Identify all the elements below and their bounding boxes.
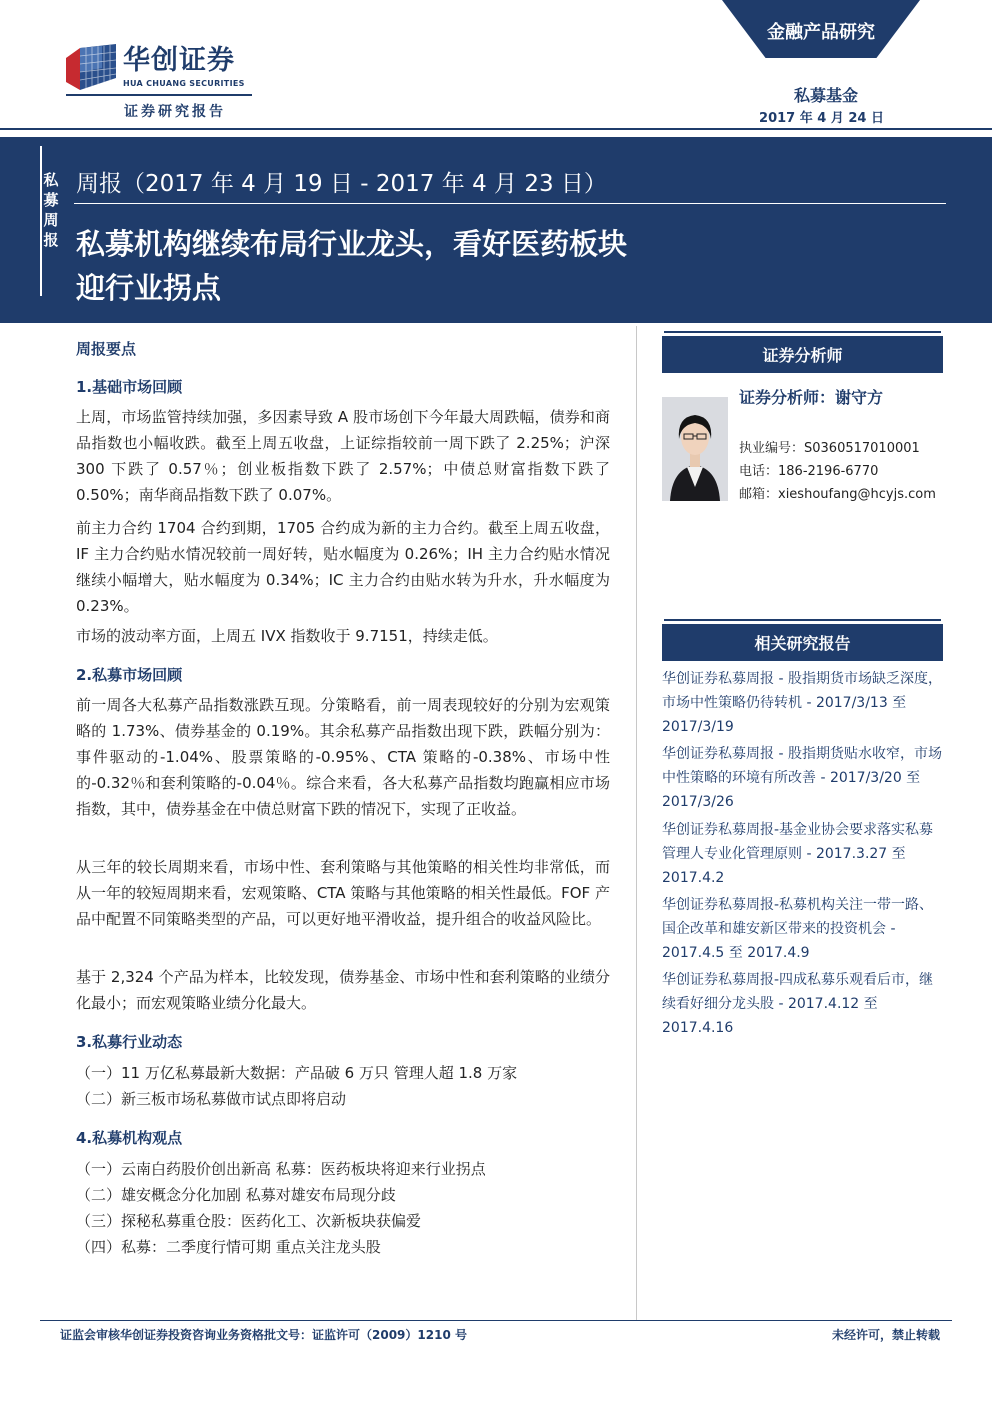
list-item: （二）新三板市场私募做市试点即将启动 <box>76 1090 347 1108</box>
section-1-paragraph-3: 市场的波动率方面，上周五 IVX 指数收于 9.7151，持续走低。 <box>76 627 498 645</box>
company-logo-mark <box>66 44 116 90</box>
section-1-paragraph-2: 前主力合约 1704 合约到期，1705 合约成为新的主力合约。截至上周五收盘，IF 主力合约贴水情况较前一周好转，贴水幅度为 0.26%；IH 主力合约贴水情况继续小幅增大，贴水幅度为 0.34%；IC 主力合约由贴水转为升水，升水幅度为 0.23%。 <box>76 519 610 615</box>
related-report-link[interactable]: 华创证券私募周报-私募机构关注一带一路、国企改革和雄安新区带来的投资机会 - 2017.4.5 至 2017.4.9 <box>662 897 934 961</box>
company-logo-name: 华创证券 <box>123 45 235 76</box>
analyst-email: 邮箱：xieshoufang@hcyjs.com <box>739 487 936 502</box>
footer-copyright-note: 未经许可，禁止转载 <box>831 1328 940 1342</box>
related-reports-header: 相关研究报告 <box>662 624 943 661</box>
related-report-link[interactable]: 华创证券私募周报 - 股指期货贴水收窄，市场中性策略的环境有所改善 - 2017/3/20 至 2017/3/26 <box>662 746 942 810</box>
section-2-paragraph-2: 从三年的较长周期来看，市场中性、套利策略与其他策略的相关性均非常低，而从一年的较短周期来看，宏观策略、CTA 策略与其他策略的相关性最低。FOF 产品中配置不同策略类型的产品，可以更好地平滑收益，提升组合的收益风险比。 <box>76 858 610 928</box>
list-item: （一）11 万亿私募最新大数据：产品破 6 万只 管理人超 1.8 万家 <box>76 1064 518 1082</box>
report-date: 2017 年 4 月 24 日 <box>759 111 884 126</box>
section-1-title: 1.基础市场回顾 <box>76 378 183 396</box>
list-item: （四）私募：二季度行情可期 重点关注龙头股 <box>76 1238 381 1256</box>
footer-rule <box>40 1320 952 1321</box>
related-report-link[interactable]: 华创证券私募周报-基金业协会要求落实私募管理人专业化管理原则 - 2017.3.27 至 2017.4.2 <box>662 822 934 886</box>
report-type-label: 证券研究报告 <box>124 104 226 120</box>
list-item: （三）探秘私募重仓股：医药化工、次新板块获偏爱 <box>76 1212 422 1230</box>
section-2-paragraph-3: 基于 2,324 个产品为样本，比较发现，债券基金、市场中性和套利策略的业绩分化最小；而宏观策略业绩分化最大。 <box>76 968 610 1012</box>
column-divider <box>636 326 637 1320</box>
header-rule <box>0 128 992 130</box>
section-4-title: 4.私募机构观点 <box>76 1129 183 1147</box>
analyst-license: 执业编号：S0360517010001 <box>739 441 920 456</box>
list-item: （二）雄安概念分化加剧 私募对雄安布局现分歧 <box>76 1186 396 1204</box>
analyst-phone: 电话：186-2196-6770 <box>739 464 879 479</box>
category-tab-label: 金融产品研究 <box>767 22 875 43</box>
list-item: （一）云南白药股价创出新高 私募：医药板块将迎来行业拐点 <box>76 1160 486 1178</box>
related-report-link[interactable]: 华创证券私募周报 - 股指期货市场缺乏深度，市场中性策略仍待转机 - 2017/3/13 至 2017/3/19 <box>662 671 942 735</box>
logo-underline <box>66 94 252 96</box>
banner-divider <box>74 203 946 204</box>
report-title: 私募机构继续布局行业龙头，看好医药板块迎行业拐点 <box>76 227 628 305</box>
footer-license-note: 证监会审核华创证券投资咨询业务资格批文号：证监许可（2009）1210 号 <box>60 1328 467 1342</box>
vertical-tab-label: 私募周报 <box>43 171 59 249</box>
analyst-photo <box>662 397 728 501</box>
sub-category: 私募基金 <box>793 86 858 105</box>
section-1-paragraph-1: 上周，市场监管持续加强，多因素导致 A 股市场创下今年最大周跌幅，债券和商品指数也小幅收跌。截至上周五收盘，上证综指较前一周下跌了 2.25%；沪深 300 下跌了 0.57％；创业板指数下跌了 2.57%；中债总财富指数下跌了 0.50%；南华商品指数下跌了 0.07%。 <box>76 408 610 504</box>
analyst-section-header: 证券分析师 <box>662 336 943 373</box>
week-range: 周报（2017 年 4 月 19 日 - 2017 年 4 月 23 日） <box>76 171 607 197</box>
section-3-title: 3.私募行业动态 <box>76 1033 183 1051</box>
company-logo-english: HUA CHUANG SECURITIES <box>123 79 245 88</box>
section-2-title: 2.私募市场回顾 <box>76 666 183 684</box>
summary-heading: 周报要点 <box>76 340 137 358</box>
section-2-paragraph-1: 前一周各大私募产品指数涨跌互现。分策略看，前一周表现较好的分别为宏观策略的 1.73%、债券基金的 0.19%。其余私募产品指数出现下跌，跌幅分别为：事件驱动的-1.04%、股票策略的-0.95%、CTA 策略的-0.38%、市场中性的-0.32％和套利策略的-0.04％。综合来看，各大私募产品指数均跑赢相应市场指数，其中，债券基金在中债总财富下跌的情况下，实现了正收益。 <box>76 696 610 818</box>
analyst-name: 证券分析师：谢守方 <box>739 388 884 407</box>
related-report-link[interactable]: 华创证券私募周报-四成私募乐观看后市，继续看好细分龙头股 - 2017.4.12 至 2017.4.16 <box>662 972 934 1036</box>
